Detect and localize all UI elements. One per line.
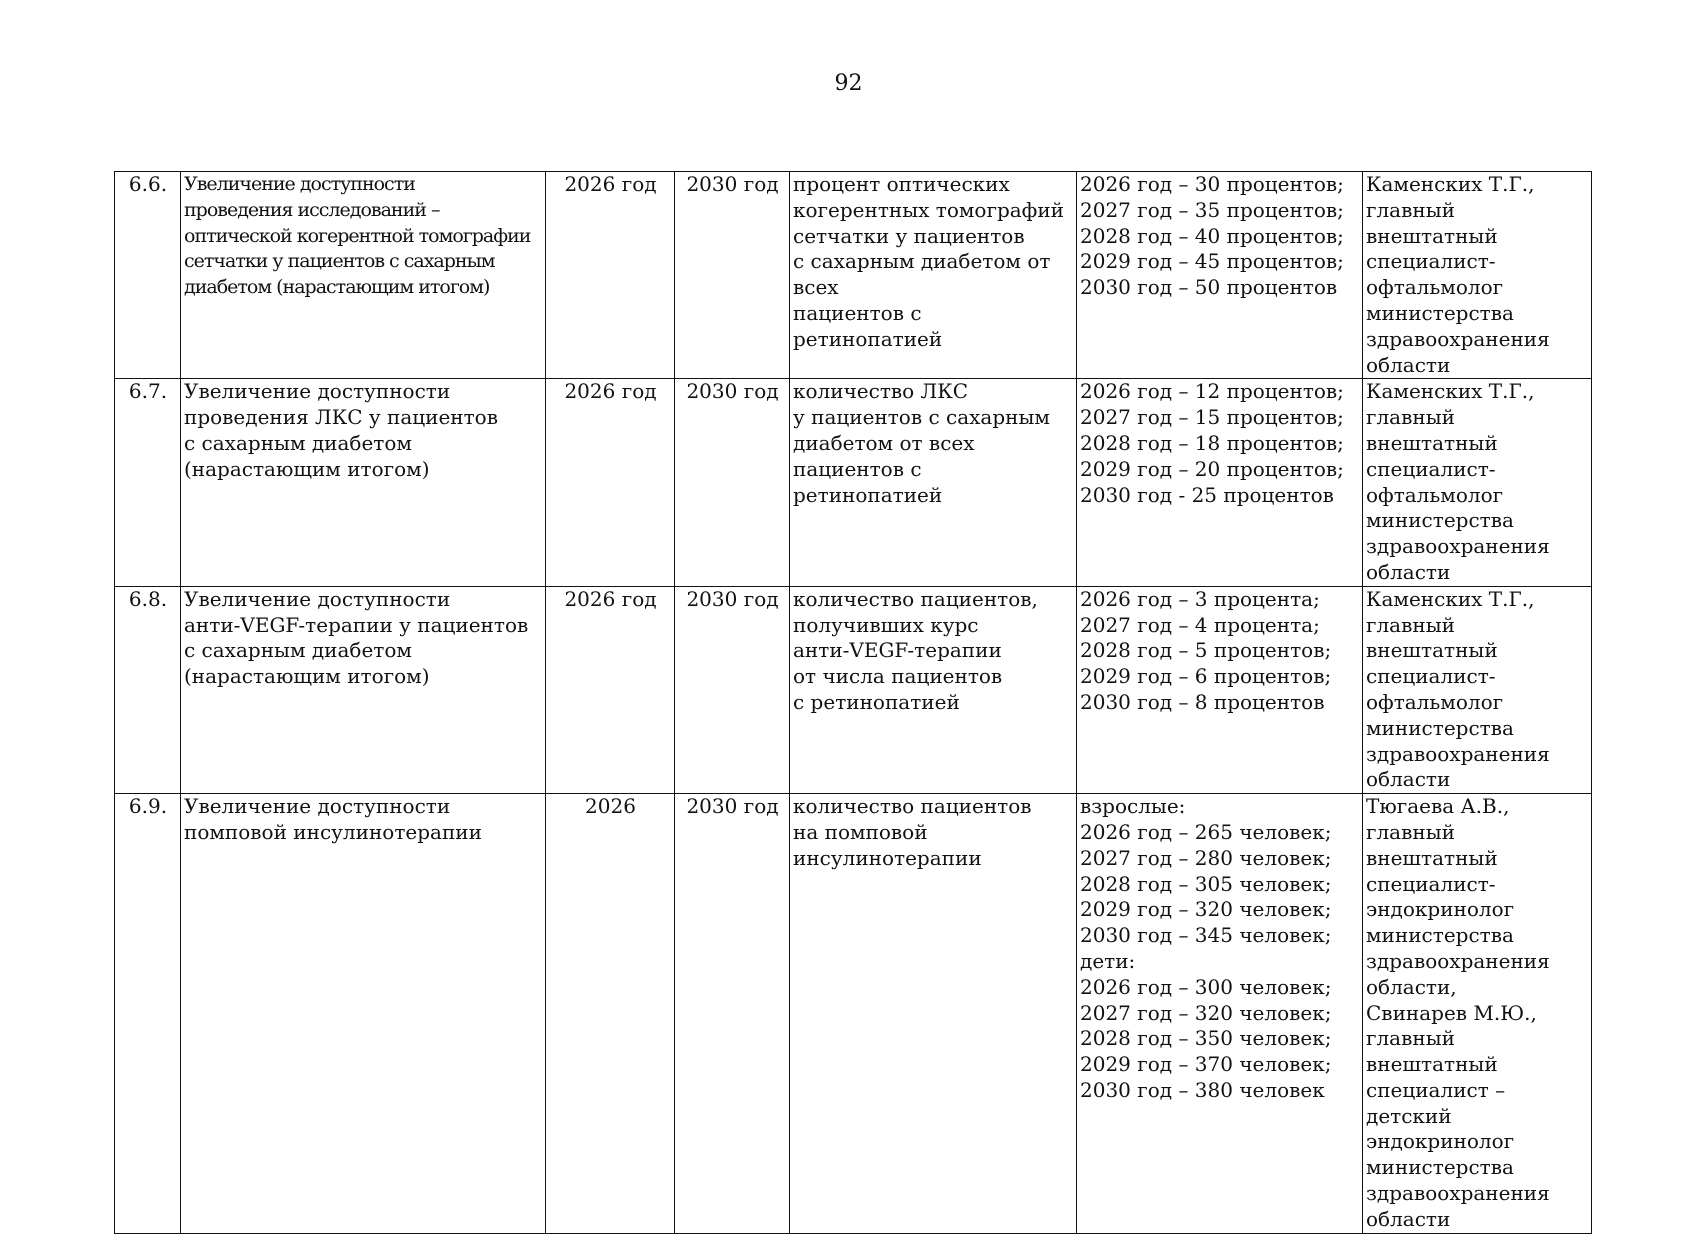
measure-name: Увеличение доступности анти-VEGF-терапии у пациентов с сахарным диабетом (нарастающим итогом) xyxy=(181,586,546,793)
target-values: взрослые: 2026 год – 265 человек; 2027 год – 280 человек; 2028 год – 305 человек; 2029 год – 320 человек; 2030 год – 345 человек; дети: 2026 год – 300 человек; 2027 год – 320 человек; 2028 год – 350 человек; 2029 год – 370 человек; 2030 год – 380 человек xyxy=(1077,794,1363,1234)
target-values: 2026 год – 30 процентов; 2027 год – 35 процентов; 2028 год – 40 процентов; 2029 год – 45 процентов; 2030 год – 50 процентов xyxy=(1077,172,1363,379)
start-year: 2026 год xyxy=(546,586,675,793)
start-year: 2026 xyxy=(546,794,675,1234)
row-number: 6.6. xyxy=(115,172,181,379)
responsible: Каменских Т.Г., главный внештатный специалист- офтальмолог министерства здравоохранения области xyxy=(1363,586,1592,793)
responsible: Каменских Т.Г., главный внештатный специалист- офтальмолог министерства здравоохранения области xyxy=(1363,379,1592,586)
target-values: 2026 год – 12 процентов; 2027 год – 15 процентов; 2028 год – 18 процентов; 2029 год – 20 процентов; 2030 год - 25 процентов xyxy=(1077,379,1363,586)
responsible: Тюгаева А.В., главный внештатный специалист- эндокринолог министерства здравоохранения области, Свинарев М.Ю., главный внештатный специалист – детский эндокринолог министерства здравоохранения области xyxy=(1363,794,1592,1234)
indicator: количество ЛКС у пациентов с сахарным диабетом от всех пациентов с ретинопатией xyxy=(790,379,1077,586)
start-year: 2026 год xyxy=(546,379,675,586)
indicator: процент оптических когерентных томографий сетчатки у пациентов с сахарным диабетом от всех пациентов с ретинопатией xyxy=(790,172,1077,379)
row-number: 6.7. xyxy=(115,379,181,586)
row-number: 6.9. xyxy=(115,794,181,1234)
row-number: 6.8. xyxy=(115,586,181,793)
end-year: 2030 год xyxy=(675,794,790,1234)
page-number: 92 xyxy=(834,71,863,96)
table-row xyxy=(115,586,1592,793)
target-values: 2026 год – 3 процента; 2027 год – 4 процента; 2028 год – 5 процентов; 2029 год – 6 процентов; 2030 год – 8 процентов xyxy=(1077,586,1363,793)
measure-name: Увеличение доступности проведения ЛКС у пациентов с сахарным диабетом (нарастающим итогом) xyxy=(181,379,546,586)
indicator: количество пациентов на помповой инсулинотерапии xyxy=(790,794,1077,1234)
end-year: 2030 год xyxy=(675,586,790,793)
measure-name: Увеличение доступности помповой инсулинотерапии xyxy=(181,794,546,1234)
indicator: количество пациентов, получивших курс анти-VEGF-терапии от числа пациентов с ретинопатией xyxy=(790,586,1077,793)
end-year: 2030 год xyxy=(675,172,790,379)
table-row xyxy=(115,379,1592,586)
end-year: 2030 год xyxy=(675,379,790,586)
table-row xyxy=(115,172,1592,379)
table-row xyxy=(115,794,1592,1234)
measure-name: Увеличение доступности проведения исследований – оптической когерентной томографии сетчатки у пациентов с сахарным диабетом (нарастающим итогом) xyxy=(181,172,546,379)
measures-table xyxy=(114,171,1592,1234)
start-year: 2026 год xyxy=(546,172,675,379)
responsible: Каменских Т.Г., главный внештатный специалист- офтальмолог министерства здравоохранения области xyxy=(1363,172,1592,379)
